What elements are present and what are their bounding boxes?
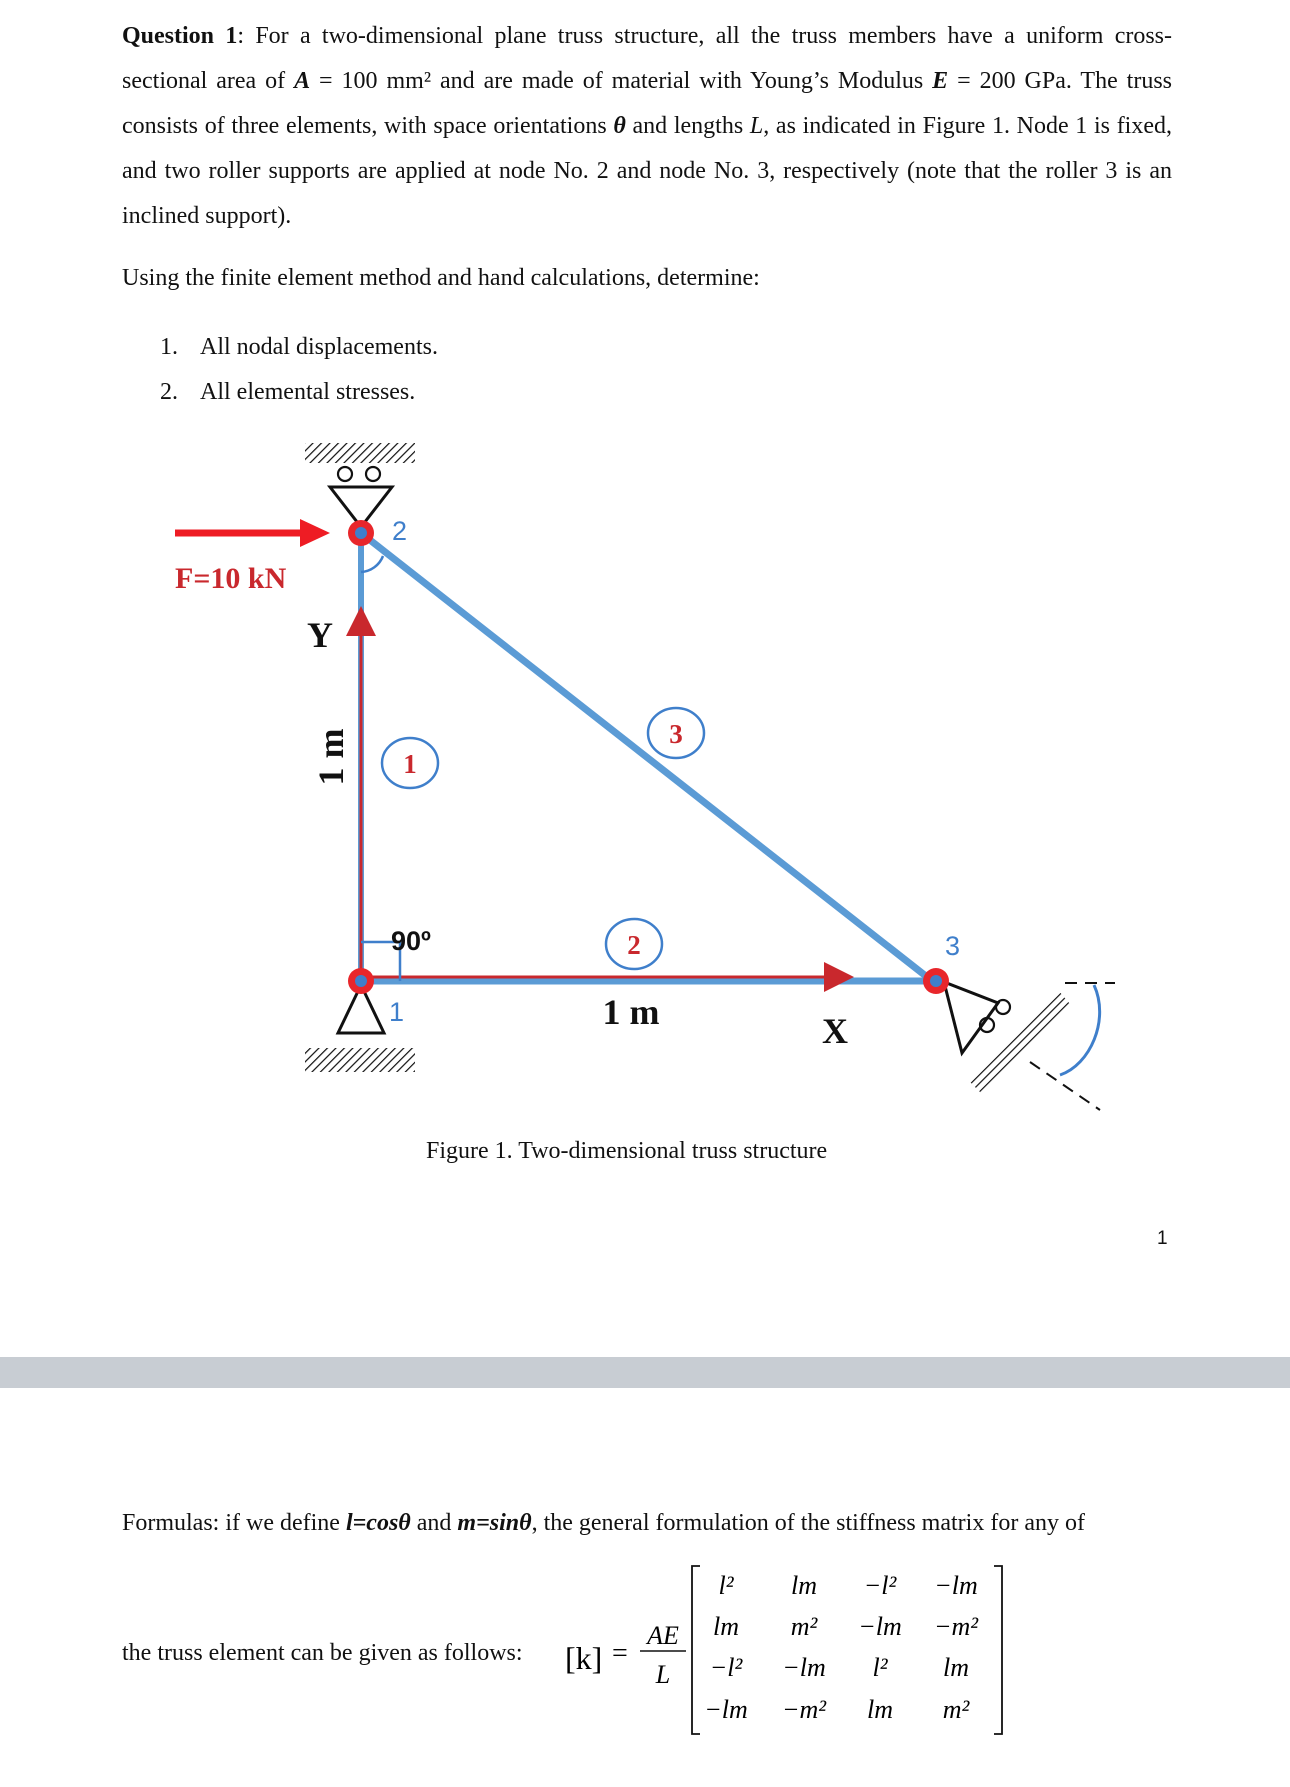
horizontal-length-label: 1 m: [602, 992, 660, 1032]
task-text: All nodal displacements.: [200, 334, 438, 360]
matrix-cell: m²: [942, 1695, 970, 1724]
node-2-label: 2: [392, 516, 408, 546]
coef-numerator: AE: [647, 1621, 679, 1650]
x-axis-label: X: [822, 1011, 848, 1051]
matrix-cell: lm: [713, 1612, 739, 1641]
vertical-length-label: 1 m: [311, 728, 351, 786]
figure-caption: Figure 1. Two-dimensional truss structure: [426, 1138, 828, 1164]
question-label: Question 1: [122, 23, 238, 49]
matrix-cell: −m²: [933, 1612, 979, 1641]
equals-sign: =: [612, 1638, 628, 1669]
coef-denominator: L: [655, 1660, 671, 1689]
matrix-cell: −m²: [781, 1695, 827, 1724]
stiffness-matrix-equation: [0, 1388, 1290, 1787]
element-2-label: 2: [627, 930, 641, 960]
node-3-label: 3: [945, 931, 961, 961]
matrix-cell: −lm: [782, 1653, 826, 1682]
area-value: 100 mm²: [341, 68, 432, 94]
formula-and: and: [410, 1510, 458, 1536]
length-symbol: L: [749, 113, 764, 139]
question-paragraph: Question 1: For a two-dimensional plane truss structure, all the truss members have a uniform cross-sectional area of A = 100 mm² and are made of material with Young’s Modulus E = 200 GPa. The truss consists of three elements, with space orientations θ and lengths L, as indicated in Figure 1. Node 1 is fixed, and two roller supports are applied at node No. 2 and node No. 3, respectively (note that the roller 3 is an inclined support).: [122, 23, 1173, 229]
matrix-cells: [704, 1571, 979, 1724]
l-definition: l=cosθ: [345, 1510, 411, 1536]
page-number: 1: [1157, 1228, 1168, 1249]
matrix-cell: lm: [791, 1571, 817, 1600]
matrix-cell: −l²: [863, 1571, 897, 1600]
angle-label: 90º: [391, 926, 431, 956]
matrix-right-bracket: [994, 1566, 1002, 1734]
node-3: [923, 968, 949, 994]
formula-tail: the truss element can be given as follows:: [122, 1640, 523, 1666]
formula-intro-text: Formulas: if we define: [122, 1510, 346, 1536]
question-text-5: , as indicated in Figure 1. Node 1 is fixed, and two roller supports are applied at node No. 2 and node No. 3, respectively (note that the roller 3 is an inclined support).: [122, 113, 1173, 229]
matrix-cell: lm: [867, 1695, 893, 1724]
matrix-cell: −l²: [709, 1653, 743, 1682]
node-1-label: 1: [389, 997, 405, 1027]
matrix-cell: l²: [718, 1571, 734, 1600]
instruction: Using the finite element method and hand calculations, determine:: [122, 265, 760, 291]
node-1: [348, 968, 374, 994]
page-separator: [0, 1357, 1290, 1388]
theta-symbol: θ: [613, 113, 626, 139]
inclined-roller-support-node-3: [944, 982, 1115, 1110]
question-text-4: and lengths: [625, 113, 750, 139]
k-symbol: [k]: [565, 1640, 603, 1676]
matrix-cell: −lm: [704, 1695, 748, 1724]
element-3-member: [361, 533, 936, 984]
page-2: [0, 1388, 1290, 1787]
question-text-3: . The truss consists of three elements, with space orientations: [122, 68, 1173, 139]
m-definition: m=sinθ: [457, 1510, 532, 1536]
element-3-label: 3: [669, 719, 683, 749]
formula-intro-post: , the general formulation of the stiffness matrix for any of: [531, 1510, 1085, 1536]
modulus-symbol: E: [932, 68, 949, 94]
question-text-1: For a two-dimensional plane truss structure, all the truss members have a uniform cross-sectional area of: [122, 23, 1173, 94]
roller-support-node-2: [305, 443, 415, 527]
matrix-cell: l²: [872, 1653, 888, 1682]
matrix-cell: m²: [790, 1612, 818, 1641]
force-label: F=10 kN: [175, 562, 287, 595]
element-1-label: 1: [403, 749, 417, 779]
matrix-cell: −lm: [858, 1612, 902, 1641]
y-axis-label: Y: [307, 615, 333, 655]
node-2: [348, 520, 374, 546]
matrix-left-bracket: [692, 1566, 700, 1734]
matrix-cell: −lm: [934, 1571, 978, 1600]
modulus-value: 200 GPa: [979, 68, 1066, 94]
task-num: 2.: [160, 379, 178, 405]
task-num: 1.: [160, 334, 178, 360]
question-text-2: and are made of material with Young’s Modulus: [431, 68, 933, 94]
task-text: All elemental stresses.: [200, 379, 416, 405]
matrix-cell: lm: [943, 1653, 969, 1682]
angle-arc-top: [361, 556, 383, 572]
area-symbol: A: [294, 68, 311, 94]
